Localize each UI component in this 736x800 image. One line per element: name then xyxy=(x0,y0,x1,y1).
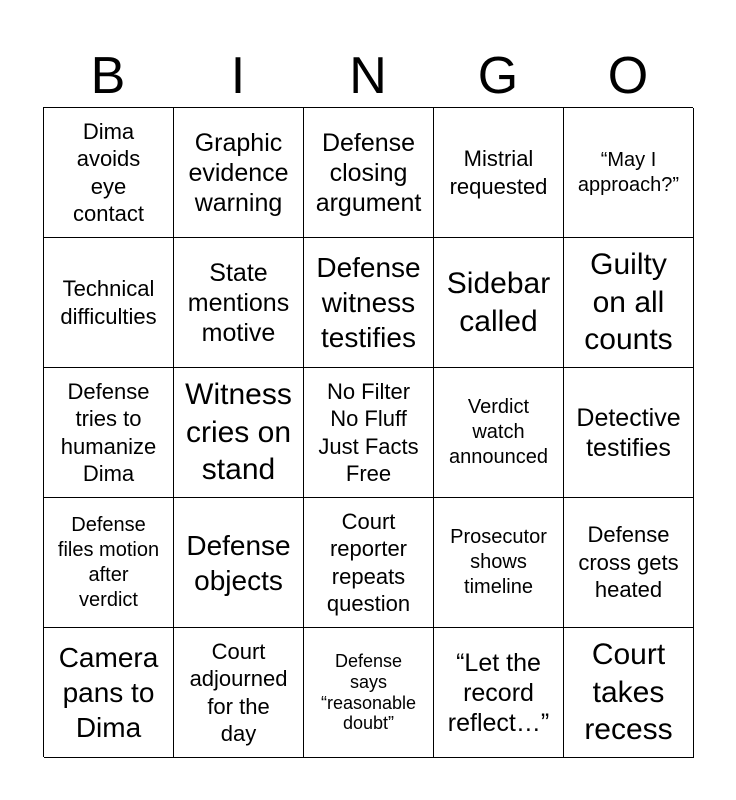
cell-text: Verdict watch announced xyxy=(449,396,548,468)
bingo-cell-r3c3[interactable] xyxy=(304,368,434,498)
bingo-cell-r3c2[interactable] xyxy=(174,368,304,498)
bingo-cell-r2c4[interactable] xyxy=(434,238,564,368)
cell-text: Technical difficulties xyxy=(60,276,157,329)
bingo-cell-r1c2[interactable] xyxy=(174,108,304,238)
cell-text: Prosecutor shows timeline xyxy=(450,526,547,598)
header-letter-i: I xyxy=(230,47,246,105)
bingo-header xyxy=(43,44,693,108)
cell-text: “Let the record reflect…” xyxy=(447,648,550,737)
cell-text: Detective testifies xyxy=(576,403,681,462)
bingo-cell-r2c5[interactable] xyxy=(564,238,694,368)
cell-text: State mentions motive xyxy=(187,258,290,347)
cell-text: “May I approach?” xyxy=(577,148,680,196)
cell-text: Dima avoids eye contact xyxy=(73,118,144,226)
bingo-cell-r3c4[interactable] xyxy=(434,368,564,498)
bingo-cell-r2c1[interactable] xyxy=(44,238,174,368)
header-letter-g: G xyxy=(477,47,519,105)
cell-text: Defense says “reasonable doubt” xyxy=(320,651,417,734)
bingo-cell-r4c2[interactable] xyxy=(174,498,304,628)
cell-text: Sidebar called xyxy=(446,267,551,338)
bingo-cell-r4c5[interactable] xyxy=(564,498,694,628)
bingo-cell-r4c4[interactable] xyxy=(434,498,564,628)
bingo-cell-r5c4[interactable] xyxy=(434,628,564,758)
cell-text: No Filter No Fluff Just Facts Free xyxy=(318,378,419,486)
bingo-cell-r5c1[interactable] xyxy=(44,628,174,758)
bingo-cell-r5c5[interactable] xyxy=(564,628,694,758)
cell-text: Court takes recess xyxy=(584,638,673,747)
cell-text: Court adjourned for the day xyxy=(189,638,288,746)
bingo-cell-r2c3[interactable] xyxy=(304,238,434,368)
header-letter-b: B xyxy=(90,47,126,105)
bingo-cell-r1c5[interactable] xyxy=(564,108,694,238)
cell-text: Camera pans to Dima xyxy=(58,642,159,743)
bingo-cell-r4c1[interactable] xyxy=(44,498,174,628)
cell-text: Defense witness testifies xyxy=(316,252,421,353)
bingo-cell-r5c3[interactable] xyxy=(304,628,434,758)
cell-text: Guilty on all counts xyxy=(584,248,673,357)
cell-text: Defense cross gets heated xyxy=(578,522,679,603)
cell-text: Defense files motion after verdict xyxy=(57,513,160,611)
cell-text: Court reporter repeats question xyxy=(326,508,411,616)
bingo-cell-r4c3[interactable] xyxy=(304,498,434,628)
bingo-cell-r3c5[interactable] xyxy=(564,368,694,498)
cell-text: Defense objects xyxy=(186,529,291,596)
bingo-cell-r5c2[interactable] xyxy=(174,628,304,758)
bingo-cell-r2c2[interactable] xyxy=(174,238,304,368)
bingo-cell-r1c3[interactable] xyxy=(304,108,434,238)
header-letter-o: O xyxy=(607,47,649,105)
cell-text: Defense closing argument xyxy=(315,128,422,217)
cell-text: Mistrial requested xyxy=(449,146,548,199)
bingo-cell-r1c1[interactable] xyxy=(44,108,174,238)
bingo-cell-r3c1[interactable] xyxy=(44,368,174,498)
cell-text: Defense tries to humanize Dima xyxy=(60,378,157,486)
bingo-board xyxy=(43,107,693,757)
cell-text: Witness cries on stand xyxy=(185,378,292,487)
bingo-cell-r1c4[interactable] xyxy=(434,108,564,238)
header-letter-n: N xyxy=(349,47,387,105)
cell-text: Graphic evidence warning xyxy=(188,128,289,217)
